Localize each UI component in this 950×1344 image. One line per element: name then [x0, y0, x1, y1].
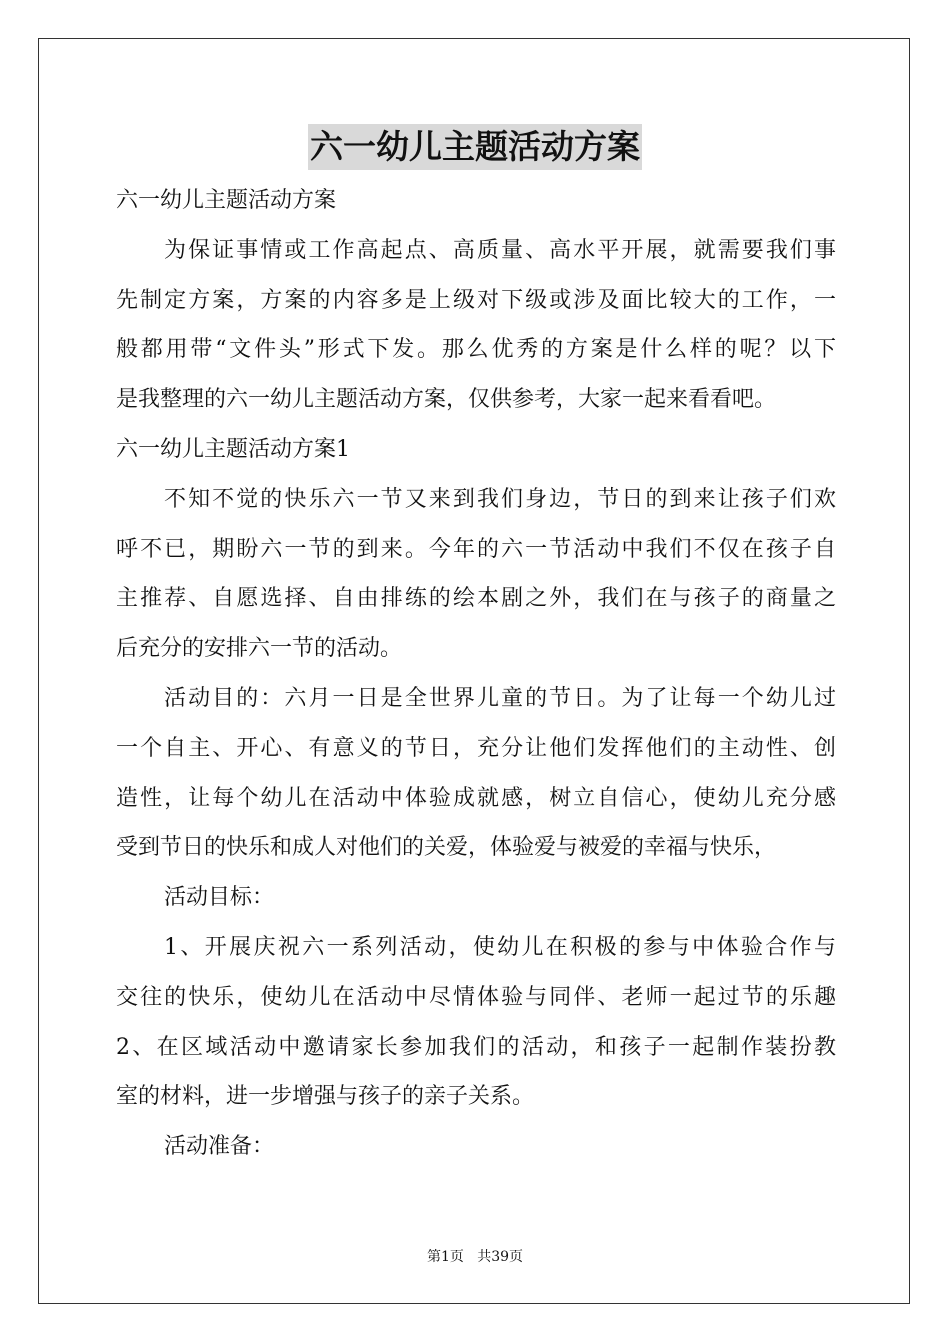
text-line: 般都用带“文件头”形式下发。那么优秀的方案是什么样的呢？以下: [116, 337, 836, 363]
text-line: 室的材料，进一步增强与孩子的亲子关系。: [116, 1084, 535, 1110]
text-line: 2、在区域活动中邀请家长参加我们的活动，和孩子一起制作装扮教: [116, 1034, 836, 1060]
text-line: 是我整理的六一幼儿主题活动方案，仅供参考，大家一起来看看吧。: [116, 387, 777, 413]
text-line: 造性，让每个幼儿在活动中体验成就感，树立自信心，使幼儿充分感: [116, 785, 836, 811]
text-line: 交往的快乐，使幼儿在活动中尽情体验与同伴、老师一起过节的乐趣: [116, 984, 836, 1010]
text-line: 受到节日的快乐和成人对他们的关爱，体验爱与被爱的幸福与快乐，: [116, 835, 777, 861]
title-container: [0, 124, 950, 170]
text-line: 后充分的安排六一节的活动。: [116, 636, 403, 662]
text-line: 六一幼儿主题活动方案: [116, 188, 337, 213]
page-number-label: 第1页 共39页: [426, 1249, 524, 1265]
text-line: 活动目标：: [164, 885, 275, 911]
document-body: [116, 176, 836, 1172]
text-line: 先制定方案，方案的内容多是上级对下级或涉及面比较大的工作，一: [116, 287, 836, 313]
text-line: 呼不已，期盼六一节的到来。今年的六一节活动中我们不仅在孩子自: [116, 536, 836, 562]
text-line: 六一幼儿主题活动方案1: [116, 436, 350, 462]
text-line: 活动准备：: [164, 1134, 275, 1160]
text-line: 为保证事情或工作高起点、高质量、高水平开展，就需要我们事: [164, 237, 836, 263]
text-line: 主推荐、自愿选择、自由排练的绘本剧之外，我们在与孩子的商量之: [116, 586, 836, 612]
document-title: 六一幼儿主题活动方案: [308, 124, 642, 170]
text-line: 不知不觉的快乐六一节又来到我们身边，节日的到来让孩子们欢: [164, 486, 836, 512]
text-line: 活动目的：六月一日是全世界儿童的节日。为了让每一个幼儿过: [164, 685, 836, 711]
text-line: 1、开展庆祝六一系列活动，使幼儿在积极的参与中体验合作与: [164, 934, 836, 960]
text-line: 一个自主、开心、有意义的节日，充分让他们发挥他们的主动性、创: [116, 735, 836, 761]
page-footer: [0, 1246, 950, 1266]
